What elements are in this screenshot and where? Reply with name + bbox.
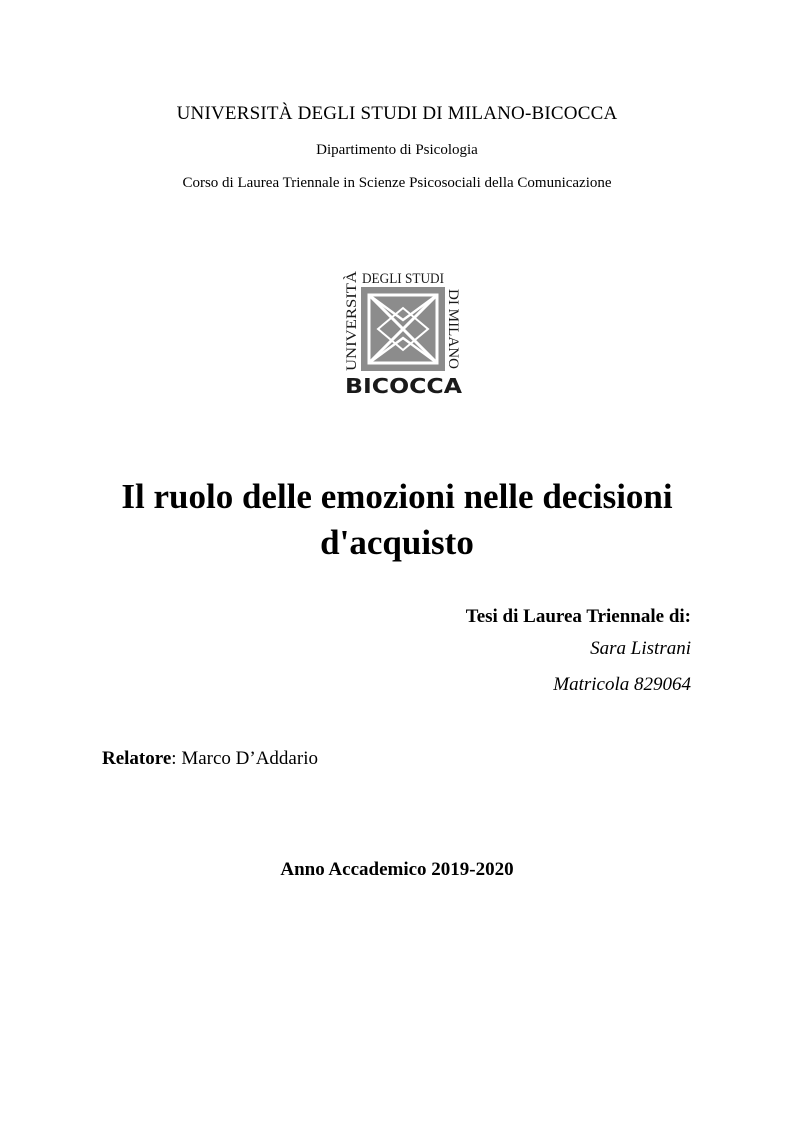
- thesis-title-line-2: d'acquisto: [320, 523, 474, 562]
- logo-top-text: DEGLI STUDI: [362, 271, 444, 287]
- academic-year: Anno Accademico 2019-2020: [280, 859, 514, 880]
- logo-right-text: DI MILANO: [445, 289, 461, 369]
- thesis-label: Tesi di Laurea Triennale di:: [465, 606, 691, 627]
- relatore: [102, 748, 318, 770]
- matricola: Matricola 829064: [553, 674, 691, 695]
- thesis-title-line-1: Il ruolo delle emozioni nelle decisioni: [121, 477, 673, 516]
- author-name: Sara Listrani: [590, 638, 691, 659]
- department-name: Dipartimento di Psicologia: [316, 142, 478, 158]
- logo-emblem: [361, 287, 445, 371]
- university-logo: [342, 268, 464, 396]
- logo-left-text: UNIVERSITÀ: [344, 281, 360, 371]
- thesis-author-block: [466, 604, 691, 698]
- university-name: UNIVERSITÀ DEGLI STUDI DI MILANO-BICOCCA: [176, 103, 618, 124]
- relatore-separator: :: [171, 748, 182, 769]
- logo-bottom-text: BICOCCA: [345, 374, 463, 396]
- course-name: Corso di Laurea Triennale in Scienze Psicosociali della Comunicazione: [182, 175, 612, 191]
- relatore-label: Relatore: [102, 748, 172, 769]
- relatore-name: Marco D’Addario: [181, 748, 318, 769]
- thesis-title: [60, 474, 734, 566]
